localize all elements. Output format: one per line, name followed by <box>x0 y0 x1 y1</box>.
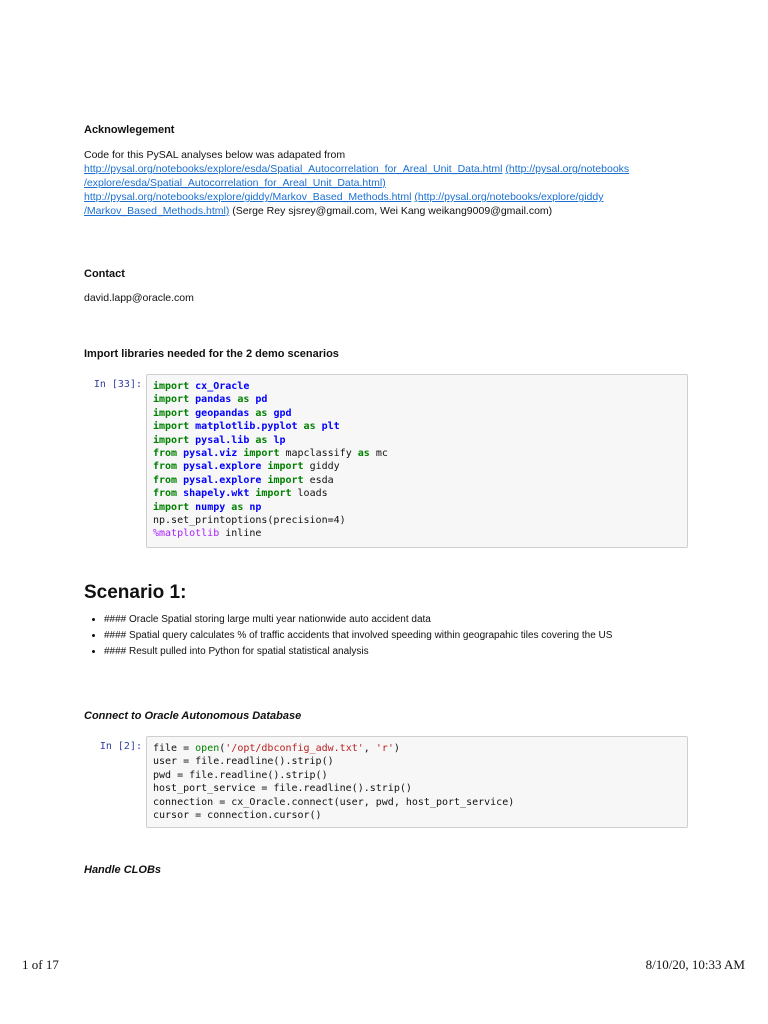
code-line: from shapely.wkt import loads <box>153 488 328 500</box>
scenario-bullet: • #### Result pulled into Python for spatial statistical analysis <box>104 644 704 660</box>
code-line: from pysal.viz import mapclassify as mc <box>153 448 388 460</box>
code-line: pwd = file.readline().strip() <box>153 769 328 781</box>
acknowledgement-text <box>84 148 684 218</box>
scenario-title: Scenario 1: <box>84 582 187 603</box>
import-heading: Import libraries needed for the 2 demo scenarios <box>84 348 339 360</box>
code-line: from pysal.explore import giddy <box>153 461 340 473</box>
giddy-link-cont[interactable]: /Markov_Based_Methods.html) <box>84 205 230 217</box>
esda-link-paren[interactable]: (http://pysal.org/notebooks <box>505 163 630 175</box>
esda-link-cont[interactable]: /explore/esda/Spatial_Autocorrelation_for_Areal_Unit_Data.html) <box>84 177 386 189</box>
acknowledgement-heading: Acknowlegement <box>84 124 175 136</box>
code-line: import numpy as np <box>153 501 262 513</box>
print-datetime: 8/10/20, 10:33 AM <box>645 957 745 972</box>
code-line: import matplotlib.pyplot as plt <box>153 421 340 433</box>
code-line: import geopandas as gpd <box>153 407 292 419</box>
contact-heading: Contact <box>84 268 125 280</box>
code-line: import pysal.lib as lp <box>153 434 286 446</box>
clobs-heading: Handle CLOBs <box>84 864 162 876</box>
code-cell-connect <box>84 736 689 828</box>
code-line: import cx_Oracle <box>153 381 250 392</box>
code-line: connection = cx_Oracle.connect(user, pwd, host_port_service) <box>153 796 515 808</box>
scenario-bullet-list <box>84 612 704 660</box>
code-line: from pysal.explore import esda <box>153 474 334 486</box>
scenario-bullet: • #### Spatial query calculates % of traffic accidents that involved speeding within geograpahic tiles covering the US <box>104 628 704 644</box>
giddy-link[interactable]: http://pysal.org/notebooks/explore/giddy/Markov_Based_Methods.html <box>84 191 412 203</box>
code-cell-imports <box>84 374 689 548</box>
ack-credit: (Serge Rey sjsrey@gmail.com, Wei Kang weikang9009@gmail.com) <box>229 205 553 217</box>
scenario-bullet: • #### Oracle Spatial storing large multi year nationwide auto accident data <box>104 612 704 628</box>
page-number: 1 of 17 <box>22 957 59 972</box>
contact-email: david.lapp@oracle.com <box>84 292 194 304</box>
ack-intro: Code for this PySAL analyses below was adapated from <box>84 149 346 161</box>
code-input-area[interactable] <box>146 736 688 828</box>
code-line: %matplotlib inline <box>153 528 262 540</box>
giddy-link-paren[interactable]: (http://pysal.org/notebooks/explore/giddy <box>414 191 604 203</box>
code-line: host_port_service = file.readline().strip() <box>153 783 412 795</box>
esda-link[interactable]: http://pysal.org/notebooks/explore/esda/Spatial_Autocorrelation_for_Areal_Unit_Data.html <box>84 163 503 175</box>
code-line: np.set_printoptions(precision=4) <box>153 515 346 527</box>
connect-heading: Connect to Oracle Autonomous Database <box>84 710 302 722</box>
code-input-area[interactable] <box>146 374 688 548</box>
cell-prompt: In [2]: <box>99 741 142 752</box>
code-line: file = open('/opt/dbconfig_adw.txt', 'r') <box>153 743 400 754</box>
code-line: user = file.readline().strip() <box>153 756 334 768</box>
cell-prompt: In [33]: <box>93 379 142 390</box>
code-line: import pandas as pd <box>153 394 268 406</box>
code-line: cursor = connection.cursor() <box>153 810 322 822</box>
